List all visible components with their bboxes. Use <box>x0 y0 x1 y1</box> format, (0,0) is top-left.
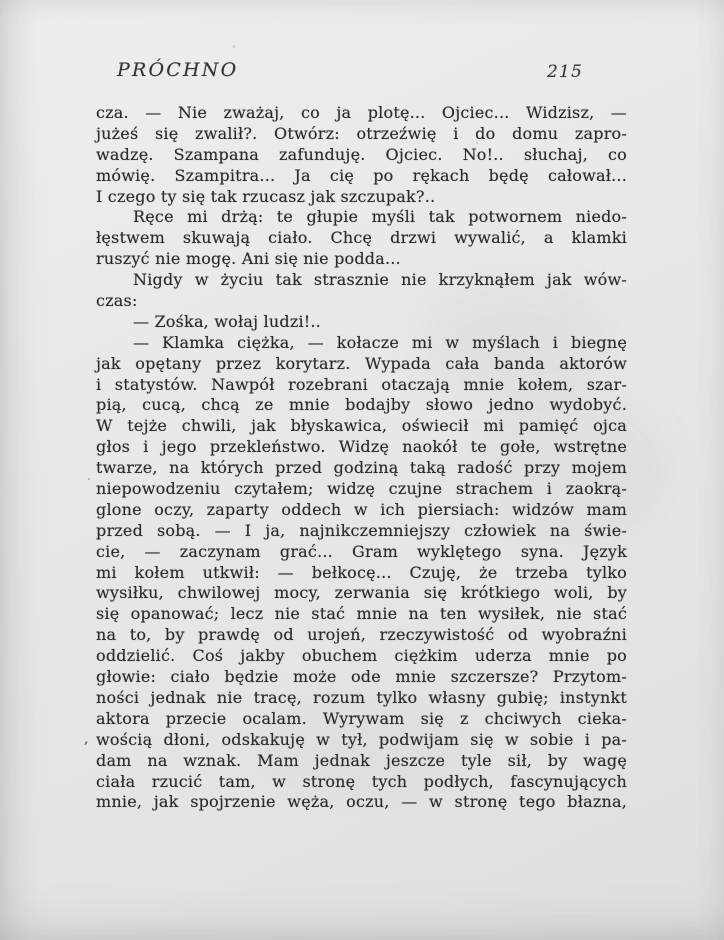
text-line: ności jednak nie tracę, rozum tylko własny gubię; instynkt <box>96 687 627 707</box>
text-line: ruszyć nie mogę. Ani się nie podda... <box>96 249 401 269</box>
page-number: 215 <box>547 62 584 82</box>
text-line: czas: <box>96 291 138 311</box>
text-line: — Zośka, wołaj ludzi!.. <box>133 311 321 331</box>
text-line: na to, by prawdę od urojeń, rzeczywistość od wyobraźni <box>96 625 627 645</box>
text-line: I czego ty się tak rzucasz jak szczupak?.. <box>96 186 436 206</box>
text-line: twarze, na których przed godziną taką radość przy mojem <box>96 458 627 478</box>
text-line: oddzielić. Coś jakby obuchem ciężkim uderza mnie po <box>96 646 627 666</box>
text-line: Nigdy w życiu tak strasznie nie krzyknąłem jak wów- <box>133 270 627 290</box>
text-line: mnie, jak spojrzenie węża, oczu, — w stronę tego błazna, <box>96 792 627 812</box>
text-line: łęstwem skuwają ciało. Chcę drzwi wywalić, a klamki <box>96 228 627 248</box>
paper-speck <box>232 45 235 49</box>
text-line: W tejże chwili, jak błyskawica, oświecił mi pamięć ojca <box>96 416 627 436</box>
text-line: pią, cucą, chcą ze mnie bodajby słowo jedno wydobyć. <box>96 395 627 415</box>
text-line: ciała rzucić tam, w stronę tych podłych, fascynujących <box>96 771 627 791</box>
ink-artifact-mark: , <box>84 731 89 747</box>
text-line: glone oczy, zaparty oddech w ich piersiach: widzów mam <box>96 499 627 519</box>
text-line: wadzę. Szampana zafunduję. Ojciec. No!.. słuchaj, co <box>96 144 627 164</box>
body-text <box>96 103 627 813</box>
text-line: głos i jego przekleństwo. Widzę naokół te gołe, wstrętne <box>96 437 627 457</box>
running-title: PRÓCHNO <box>117 59 239 81</box>
text-line: i statystów. Nawpół rozebrani otaczają mnie kołem, szar- <box>96 374 627 394</box>
text-line: — Klamka ciężka, — kołacze mi w myślach i biegnę <box>133 332 627 352</box>
paper-speck <box>476 142 478 144</box>
text-line: mówię. Szampitra... Ja cię po rękach będę całował... <box>96 165 627 185</box>
text-line: głowie: ciało będzie może ode mnie szczersze? Przytom- <box>96 667 627 687</box>
text-line: przed sobą. — I ja, najnikczemniejszy człowiek na świe- <box>96 520 627 540</box>
text-line: cza. — Nie zważaj, co ja plotę... Ojciec... Widzisz, — <box>96 103 627 122</box>
text-line: jak opętany przez korytarz. Wypada cała banda aktorów <box>96 353 627 373</box>
text-line: aktora przecie ocalam. Wyrywam się z chciwych cieka- <box>96 708 627 728</box>
paper-speck <box>88 478 90 480</box>
text-line: niepowodzeniu czytałem; widzę czujne strachem i zaokrą- <box>96 479 627 499</box>
text-line: cie, — zaczynam grać... Gram wyklętego syna. Język <box>96 541 627 561</box>
text-line: dam na wznak. Mam jednak jeszcze tyle sił, by wagę <box>96 750 627 770</box>
text-line: wością dłoni, odskakuję w tył, podwijam się w sobie i pa- <box>96 729 627 749</box>
text-line: się opanować; lecz nie stać mnie na ten wysiłek, nie stać <box>96 604 627 624</box>
text-line: wysiłku, chwilowej mocy, zerwania się krótkiego woli, by <box>96 583 627 603</box>
text-line: Ręce mi drżą: te głupie myśli tak potwornem niedo- <box>133 207 627 227</box>
text-line: mi kołem utkwił: — bełkocę... Czuję, że trzeba tylko <box>96 562 627 582</box>
text-line: jużeś się zwalił?. Otwórz: otrzeźwię i do domu zapro- <box>96 123 627 143</box>
